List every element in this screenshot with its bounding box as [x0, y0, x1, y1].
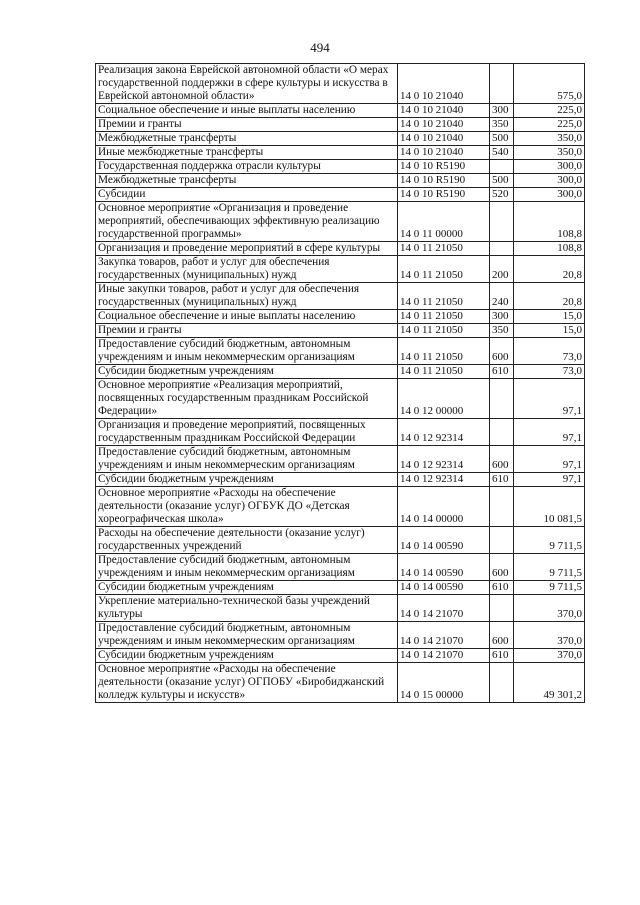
row-kvr-cell: 610: [490, 649, 514, 663]
row-code-cell: 14 0 14 00000: [398, 487, 490, 527]
row-sum-cell: 350,0: [514, 146, 585, 160]
row-code-cell: 14 0 11 21050: [398, 242, 490, 256]
row-name-cell: Предоставление субсидий бюджетным, автономным учреждениям и иным некоммерческим организациям: [96, 622, 398, 649]
row-kvr-cell: 600: [490, 554, 514, 581]
row-name-cell: Предоставление субсидий бюджетным, автономным учреждениям и иным некоммерческим организациям: [96, 338, 398, 365]
row-code-cell: 14 0 14 21070: [398, 622, 490, 649]
table-row: [96, 663, 585, 703]
row-name-cell: Субсидии бюджетным учреждениям: [96, 649, 398, 663]
table-row: [96, 160, 585, 174]
row-name-cell: Субсидии бюджетным учреждениям: [96, 581, 398, 595]
row-name-cell: Государственная поддержка отрасли культуры: [96, 160, 398, 174]
row-code-cell: 14 0 10 21040: [398, 118, 490, 132]
row-code-cell: 14 0 12 92314: [398, 419, 490, 446]
row-code-cell: 14 0 14 00590: [398, 554, 490, 581]
table-row: [96, 581, 585, 595]
row-kvr-cell: 600: [490, 338, 514, 365]
table-row: [96, 365, 585, 379]
row-sum-cell: 73,0: [514, 365, 585, 379]
table-row: [96, 473, 585, 487]
page-number: 494: [310, 40, 330, 55]
table-row: [96, 622, 585, 649]
row-code-cell: 14 0 10 R5190: [398, 174, 490, 188]
row-name-cell: Премии и гранты: [96, 324, 398, 338]
row-name-cell: Субсидии: [96, 188, 398, 202]
table-row: [96, 283, 585, 310]
row-name-cell: Организация и проведение мероприятий в сфере культуры: [96, 242, 398, 256]
table-row: [96, 174, 585, 188]
row-sum-cell: 10 081,5: [514, 487, 585, 527]
row-code-cell: 14 0 11 21050: [398, 310, 490, 324]
row-kvr-cell: 300: [490, 310, 514, 324]
row-code-cell: 14 0 11 21050: [398, 338, 490, 365]
row-name-cell: Расходы на обеспечение деятельности (оказание услуг) государственных учреждений: [96, 527, 398, 554]
row-name-cell: Основное мероприятие «Организация и проведение мероприятий, обеспечивающих эффективную реализацию государственной программы»: [96, 202, 398, 242]
row-kvr-cell: 500: [490, 174, 514, 188]
row-code-cell: 14 0 10 R5190: [398, 160, 490, 174]
row-code-cell: 14 0 11 21050: [398, 283, 490, 310]
table-row: [96, 554, 585, 581]
row-name-cell: Иные закупки товаров, работ и услуг для обеспечения государственных (муниципальных) нужд: [96, 283, 398, 310]
row-sum-cell: 300,0: [514, 174, 585, 188]
row-code-cell: 14 0 10 R5190: [398, 188, 490, 202]
row-name-cell: Основное мероприятие «Реализация мероприятий, посвященных государственным праздникам Российской Федерации»: [96, 379, 398, 419]
row-code-cell: 14 0 14 00590: [398, 581, 490, 595]
budget-table: [95, 63, 585, 703]
row-code-cell: 14 0 11 00000: [398, 202, 490, 242]
row-name-cell: Социальное обеспечение и иные выплаты населению: [96, 310, 398, 324]
row-sum-cell: 15,0: [514, 310, 585, 324]
row-kvr-cell: [490, 64, 514, 104]
row-name-cell: Субсидии бюджетным учреждениям: [96, 365, 398, 379]
row-code-cell: 14 0 14 21070: [398, 595, 490, 622]
row-kvr-cell: 300: [490, 104, 514, 118]
row-kvr-cell: [490, 160, 514, 174]
row-name-cell: Социальное обеспечение и иные выплаты населению: [96, 104, 398, 118]
table-row: [96, 256, 585, 283]
table-row: [96, 379, 585, 419]
row-sum-cell: 108,8: [514, 242, 585, 256]
row-sum-cell: 97,1: [514, 473, 585, 487]
row-sum-cell: 9 711,5: [514, 581, 585, 595]
row-name-cell: Субсидии бюджетным учреждениям: [96, 473, 398, 487]
budget-table-body: [96, 64, 585, 703]
table-row: [96, 338, 585, 365]
table-row: [96, 649, 585, 663]
table-row: [96, 188, 585, 202]
row-sum-cell: 97,1: [514, 419, 585, 446]
row-kvr-cell: 500: [490, 132, 514, 146]
row-kvr-cell: 610: [490, 365, 514, 379]
row-name-cell: Укрепление материально-технической базы учреждений культуры: [96, 595, 398, 622]
row-code-cell: 14 0 12 00000: [398, 379, 490, 419]
table-row: [96, 310, 585, 324]
row-kvr-cell: 600: [490, 446, 514, 473]
row-sum-cell: 300,0: [514, 160, 585, 174]
row-kvr-cell: [490, 419, 514, 446]
row-sum-cell: 9 711,5: [514, 554, 585, 581]
row-name-cell: Предоставление субсидий бюджетным, автономным учреждениям и иным некоммерческим организациям: [96, 554, 398, 581]
row-sum-cell: 300,0: [514, 188, 585, 202]
row-kvr-cell: [490, 663, 514, 703]
row-code-cell: 14 0 11 21050: [398, 324, 490, 338]
row-code-cell: 14 0 12 92314: [398, 446, 490, 473]
row-kvr-cell: 350: [490, 118, 514, 132]
row-kvr-cell: 610: [490, 473, 514, 487]
row-sum-cell: 370,0: [514, 622, 585, 649]
table-row: [96, 487, 585, 527]
table-row: [96, 146, 585, 160]
row-sum-cell: 9 711,5: [514, 527, 585, 554]
row-sum-cell: 225,0: [514, 104, 585, 118]
table-row: [96, 118, 585, 132]
row-kvr-cell: [490, 527, 514, 554]
row-name-cell: Основное мероприятие «Расходы на обеспечение деятельности (оказание услуг) ОГБУК ДО «Детская хореографическая школа»: [96, 487, 398, 527]
row-code-cell: 14 0 12 92314: [398, 473, 490, 487]
row-name-cell: Предоставление субсидий бюджетным, автономным учреждениям и иным некоммерческим организациям: [96, 446, 398, 473]
row-sum-cell: 225,0: [514, 118, 585, 132]
row-code-cell: 14 0 11 21050: [398, 365, 490, 379]
row-kvr-cell: 610: [490, 581, 514, 595]
table-row: [96, 595, 585, 622]
table-row: [96, 242, 585, 256]
table-row: [96, 527, 585, 554]
row-kvr-cell: [490, 242, 514, 256]
row-sum-cell: 73,0: [514, 338, 585, 365]
table-row: [96, 64, 585, 104]
row-kvr-cell: 540: [490, 146, 514, 160]
row-sum-cell: 108,8: [514, 202, 585, 242]
row-sum-cell: 15,0: [514, 324, 585, 338]
row-sum-cell: 20,8: [514, 283, 585, 310]
row-code-cell: 14 0 10 21040: [398, 146, 490, 160]
table-row: [96, 419, 585, 446]
table-row: [96, 132, 585, 146]
row-code-cell: 14 0 14 00590: [398, 527, 490, 554]
table-row: [96, 104, 585, 118]
row-kvr-cell: [490, 595, 514, 622]
table-row: [96, 446, 585, 473]
row-name-cell: Премии и гранты: [96, 118, 398, 132]
row-sum-cell: 97,1: [514, 446, 585, 473]
row-kvr-cell: 350: [490, 324, 514, 338]
row-sum-cell: 49 301,2: [514, 663, 585, 703]
row-kvr-cell: [490, 379, 514, 419]
table-row: [96, 202, 585, 242]
row-kvr-cell: 240: [490, 283, 514, 310]
row-kvr-cell: 520: [490, 188, 514, 202]
row-code-cell: 14 0 14 21070: [398, 649, 490, 663]
row-name-cell: Межбюджетные трансферты: [96, 174, 398, 188]
row-code-cell: 14 0 11 21050: [398, 256, 490, 283]
row-sum-cell: 370,0: [514, 595, 585, 622]
row-name-cell: Основное мероприятие «Расходы на обеспечение деятельности (оказание услуг) ОГПОБУ «Биробиджанский колледж культуры и искусств»: [96, 663, 398, 703]
row-kvr-cell: 600: [490, 622, 514, 649]
row-code-cell: 14 0 15 00000: [398, 663, 490, 703]
row-sum-cell: 370,0: [514, 649, 585, 663]
row-name-cell: Организация и проведение мероприятий, посвященных государственным праздникам Российской Федерации: [96, 419, 398, 446]
row-kvr-cell: [490, 487, 514, 527]
row-sum-cell: 350,0: [514, 132, 585, 146]
row-name-cell: Межбюджетные трансферты: [96, 132, 398, 146]
row-code-cell: 14 0 10 21040: [398, 104, 490, 118]
row-kvr-cell: [490, 202, 514, 242]
row-name-cell: Реализация закона Еврейской автономной области «О мерах государственной поддержки в сфере культуры и искусства в Еврейской автономной области»: [96, 64, 398, 104]
row-name-cell: Иные межбюджетные трансферты: [96, 146, 398, 160]
row-code-cell: 14 0 10 21040: [398, 64, 490, 104]
row-sum-cell: 20,8: [514, 256, 585, 283]
row-code-cell: 14 0 10 21040: [398, 132, 490, 146]
row-sum-cell: 97,1: [514, 379, 585, 419]
row-sum-cell: 575,0: [514, 64, 585, 104]
table-row: [96, 324, 585, 338]
row-kvr-cell: 200: [490, 256, 514, 283]
row-name-cell: Закупка товаров, работ и услуг для обеспечения государственных (муниципальных) нужд: [96, 256, 398, 283]
